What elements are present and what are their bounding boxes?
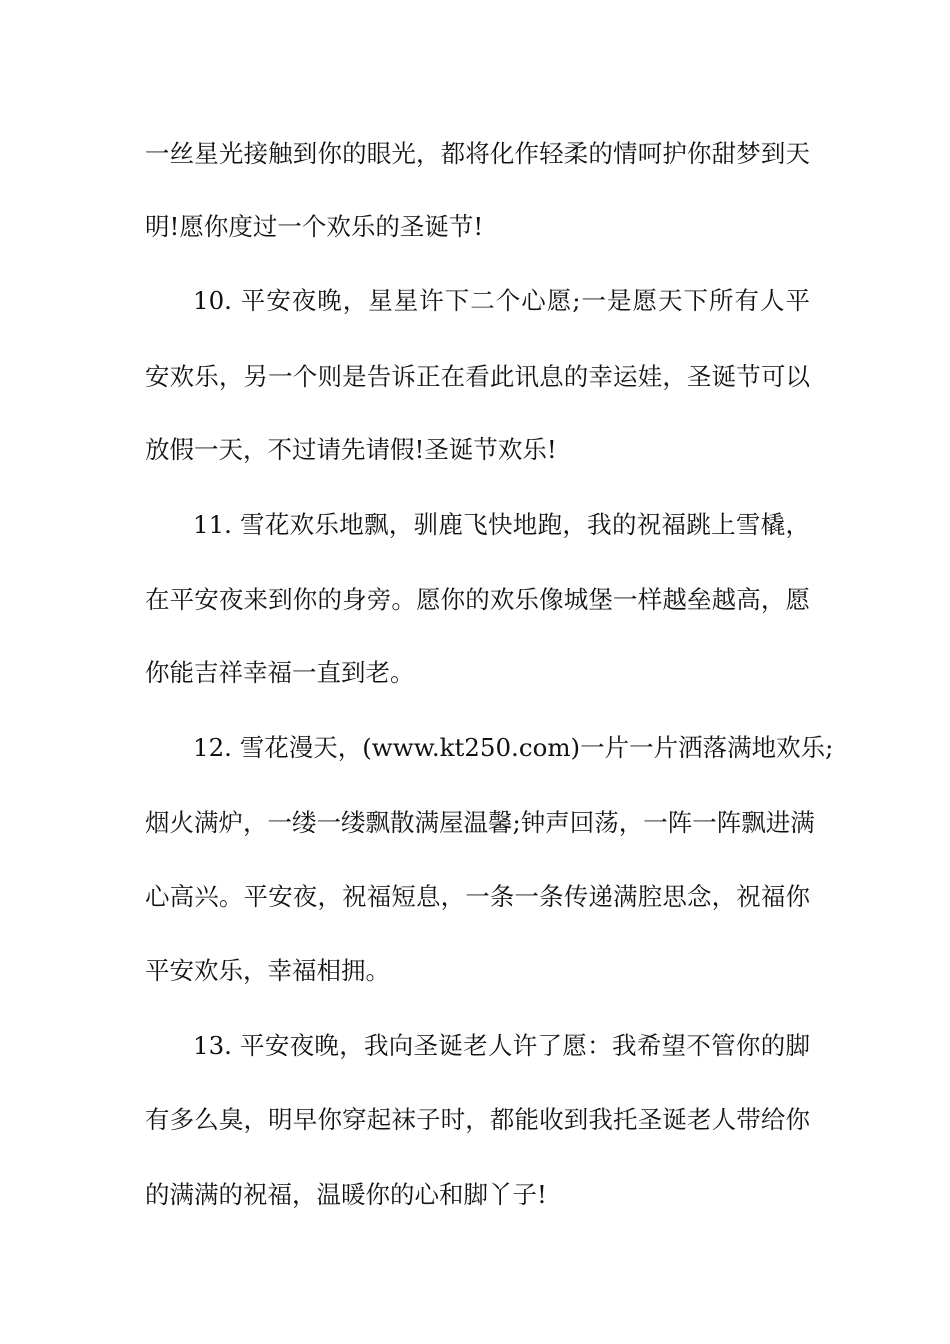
paragraph-11-first-line: 11. 雪花欢乐地飘，驯鹿飞快地跑，我的祝福跳上雪橇，: [193, 510, 810, 539]
text-line: 心高兴。平安夜，祝福短息，一条一条传递满腔思念，祝福你: [145, 882, 810, 911]
text-line: 平安欢乐，幸福相拥。: [145, 956, 390, 985]
paragraph-12-first-line: 12. 雪花漫天，(www.kt250.com)一片一片洒落满地欢乐;: [193, 733, 834, 762]
text-line: 你能吉祥幸福一直到老。: [145, 658, 415, 687]
text-line: 一丝星光接触到你的眼光，都将化作轻柔的情呵护你甜梦到天: [145, 139, 810, 168]
text-line: 安欢乐，另一个则是告诉正在看此讯息的幸运娃，圣诞节可以: [145, 362, 810, 391]
text-line: 放假一天，不过请先请假!圣诞节欢乐!: [145, 435, 557, 464]
text-line: 明!愿你度过一个欢乐的圣诞节!: [145, 212, 484, 241]
text-line: 有多么臭，明早你穿起袜子时，都能收到我托圣诞老人带给你: [145, 1105, 810, 1134]
text-line: 在平安夜来到你的身旁。愿你的欢乐像城堡一样越垒越高，愿: [145, 585, 810, 614]
paragraph-10-first-line: 10. 平安夜晚，星星许下二个心愿;一是愿天下所有人平: [193, 286, 810, 315]
paragraph-13-first-line: 13. 平安夜晚，我向圣诞老人许了愿：我希望不管你的脚: [193, 1031, 810, 1060]
text-line: 烟火满炉，一缕一缕飘散满屋温馨;钟声回荡，一阵一阵飘进满: [145, 808, 815, 837]
text-line: 的满满的祝福，温暖你的心和脚丫子!: [145, 1180, 547, 1209]
